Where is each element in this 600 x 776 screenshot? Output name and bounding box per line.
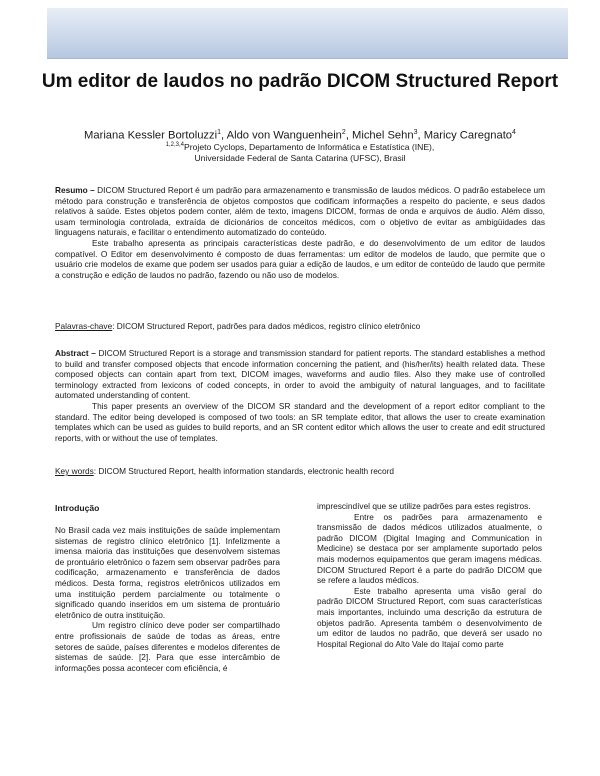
paper-title: Um editor de laudos no padrão DICOM Structured Report [41, 71, 559, 92]
key-words [55, 466, 545, 477]
intro-right-paragraph-2: Este trabalho apresenta uma visão geral do padrão DICOM Structured Report, com suas características mais importantes, incluindo uma descrição da estrutura de objetos padrão. Apresenta também o desenvolvimento de um editor de laudos no padrão, que deverá ser usado no Hospital Regional do Alto Vale do Itajaí como parte [317, 585, 542, 649]
intro-right-paragraph-1: Entre os padrões para armazenamento e transmissão de dados médicos utilizados atualmente, o padrão DICOM (Digital Imaging and Communication in Medicine) se destaca por ser amplamente suportado pelos mais modernos equipamentos que geram imagens médicas. DICOM Structured Report é a parte do padrão DICOM que se refere a laudos médicos. [317, 511, 542, 586]
author-name: Michel Sehn [352, 129, 414, 142]
abstract-section [55, 348, 545, 443]
author-sup: 4 [512, 129, 516, 136]
intro-right-column [317, 501, 542, 649]
author-name: Mariana Kessler Bortoluzzi [84, 129, 218, 142]
section-heading-introducao: Introdução [55, 503, 100, 513]
resumo-label: Resumo – [55, 185, 95, 195]
palavras-chave-text: : DICOM Structured Report, padrões para dados médicos, registro clínico eletrônico [112, 321, 421, 331]
author-sup: 1 [217, 129, 222, 136]
affiliation [40, 140, 560, 164]
intro-left-paragraph-2: Um registro clínico deve poder ser compartilhado entre profissionais de saúde de todas as áreas, entre setores de saúde, países diferentes e modelos diferentes de sistemas de saúde. [2]. Para que esse intercâmbio de informações possa acontecer com eficiência, é [55, 620, 280, 673]
header-banner [47, 8, 568, 59]
affiliation-sup: 1,2,3,4 [165, 142, 185, 148]
author-name: Maricy Caregnato [423, 129, 513, 142]
key-words-text: : DICOM Structured Report, health information standards, electronic health record [93, 466, 394, 476]
resumo-paragraph-2: Este trabalho apresenta as principais características deste padrão, e do desenvolvimento de um editor de laudos compatível. O Editor em desenvolvimento é composto de duas ferramentas: um editor de modelos de laudo, que permite que o usuário crie modelos de exame que podem ser usados para guiar a edição de laudos, e um editor de conteúdo de laudo que permite a construção e edição de laudos no padrão, fazendo ou não uso de modelos. [55, 237, 545, 280]
intro-left-paragraph-1: No Brasil cada vez mais instituições de saúde implementam sistemas de registro clínico eletrônico [1]. Infelizmente a imensa maioria das instituições que desenvolvem sistemas de prontuário eletrônico o fazem sem observar padrões para codificação, armazenamento e transferência de dados médicos. Desta forma, registros eletrônicos utilizados em uma instituição perdem parcialmente ou totalmente o significado quando inseridos em um sistema de prontuário eletrônico de outra instituição. [55, 525, 280, 620]
author-list: Mariana Kessler Bortoluzzi$^1$, Aldo von Wanguenhein$^2$, Michel Sehn$^3$, Maricy Caregnato$^4$ [84, 129, 516, 142]
abstract-paragraph-1: DICOM Structured Report is a storage and transmission standard for patient reports. The standard establishes a method to build and transfer composed objects that encode information concerning the patient, and (his/her/its) health related data. These composed objects can contain apart from text, DICOM images, waveforms and audio files. Also they make use of controlled terminology extracted from lexicons of coded concepts, in order to avoid the ambiguity of natural languages, and to facilitate automated understanding of content. [55, 348, 545, 401]
resumo-paragraph-1: DICOM Structured Report é um padrão para armazenamento e transmissão de laudos médicos. O padrão estabelece um método para construção e transferência de objetos compostos que codificam informações a respeito do paciente, e seus dados relativos à saúde. Estes objetos podem conter, além de texto, imagens DICOM, formas de onda e arquivos de áudio. Além disso, usam terminologia controlada, extraída de dicionários de conceitos médicos, com o objetivo de evitar as ambigüidades das linguagens naturais, e facilitar o entendimento automatizado do conteúdo. [55, 185, 545, 238]
resumo-section [55, 185, 545, 280]
affiliation-line-2: Universidade Federal de Santa Catarina (UFSC), Brasil [194, 152, 406, 163]
intro-right-paragraph-0: imprescindível que se utilize padrões para estes registros. [317, 501, 531, 511]
author-sup: 2 [341, 129, 346, 136]
abstract-label: Abstract – [55, 348, 96, 358]
affiliation-line-1: Projeto Cyclops, Departamento de Informática e Estatística (INE), [184, 141, 435, 152]
author-sup: 3 [413, 129, 418, 136]
intro-left-column [55, 525, 280, 673]
key-words-label: Key words [55, 466, 94, 476]
author-name: Aldo von Wanguenhein [226, 129, 342, 142]
palavras-chave [55, 321, 545, 332]
abstract-paragraph-2: This paper presents an overview of the DICOM SR standard and the development of a report editor compliant to the standard. The editor being developed is composed of two tools: an SR template editor, that allows the user to create examination templates which can be used as guides to build reports, and an SR content editor which allows the user to create and edit structured reports, with or without the use of templates. [55, 400, 545, 443]
palavras-chave-label: Palavras-chave [55, 321, 113, 331]
